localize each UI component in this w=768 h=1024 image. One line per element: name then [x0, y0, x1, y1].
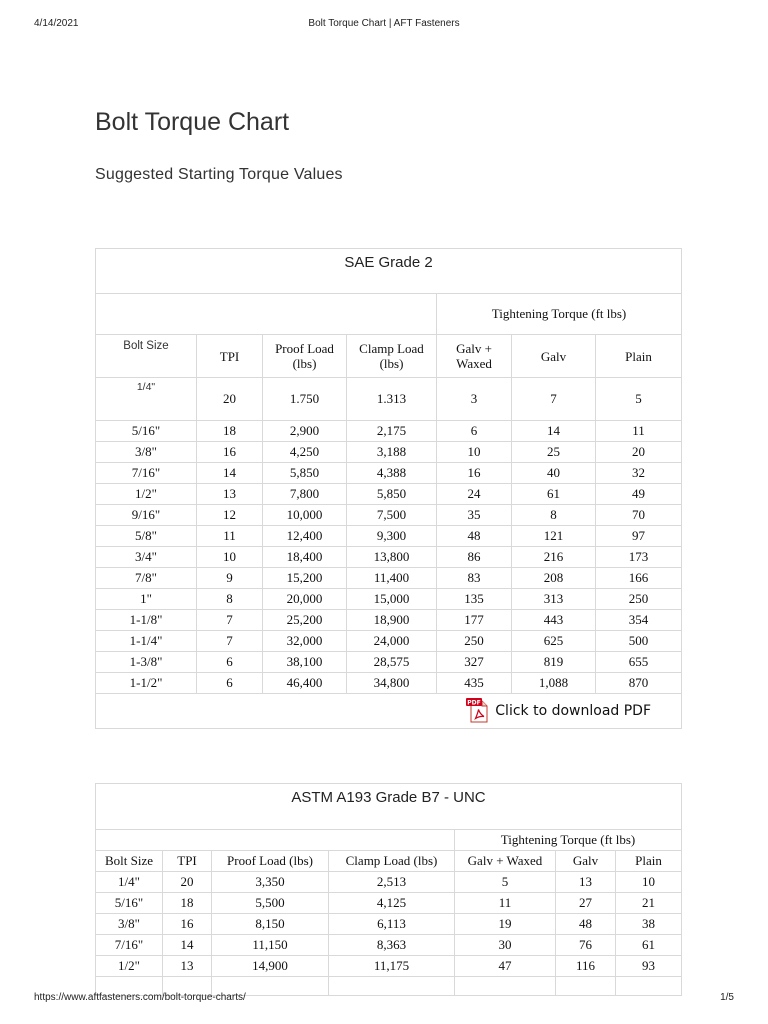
table-cell: 7,500 [347, 505, 437, 526]
table-cell: 7/16" [96, 463, 197, 484]
table-cell: 11,400 [347, 568, 437, 589]
table-cell: 4,125 [329, 893, 455, 914]
page-subtitle: Suggested Starting Torque Values [95, 166, 343, 183]
table-row [96, 872, 682, 893]
table-cell: 8,150 [212, 914, 329, 935]
table-cell: 48 [437, 526, 512, 547]
print-doc-title: Bolt Torque Chart | AFT Fasteners [308, 18, 460, 29]
table-body [96, 378, 682, 694]
table-row [96, 893, 682, 914]
table-cell: 20 [163, 872, 212, 893]
column-header: TPI [163, 851, 212, 872]
table-cell: 49 [596, 484, 682, 505]
astm-a193-b7-table [95, 783, 682, 996]
table-cell: 8 [512, 505, 596, 526]
table-cell: 32 [596, 463, 682, 484]
table-cell: 97 [596, 526, 682, 547]
table-cell: 2,175 [347, 421, 437, 442]
table-cell: 13,800 [347, 547, 437, 568]
table-cell: 5/16" [96, 421, 197, 442]
print-date: 4/14/2021 [34, 18, 79, 29]
table-cell: 10,000 [263, 505, 347, 526]
table-cell: 7 [197, 610, 263, 631]
table-cell: 5 [596, 378, 682, 421]
table-cell: 9,300 [347, 526, 437, 547]
table-cell: 20,000 [263, 589, 347, 610]
table-cell: 443 [512, 610, 596, 631]
table-cell: 13 [163, 956, 212, 977]
column-header: Plain [616, 851, 682, 872]
table-cell: 48 [556, 914, 616, 935]
table-cell: 12,400 [263, 526, 347, 547]
table-cell: 10 [616, 872, 682, 893]
table-cell: 24,000 [347, 631, 437, 652]
print-url: https://www.aftfasteners.com/bolt-torque-charts/ [34, 992, 246, 1003]
table-cell: 18,400 [263, 547, 347, 568]
table-cell: 18,900 [347, 610, 437, 631]
column-header: Galv [512, 335, 596, 378]
download-row [96, 694, 682, 729]
table-caption: ASTM A193 Grade B7 - UNC [96, 784, 682, 830]
table-cell: 1-3/8" [96, 652, 197, 673]
table-caption-row [96, 249, 682, 294]
table-row [96, 568, 682, 589]
download-pdf-label[interactable]: Click to download PDF [495, 703, 652, 719]
table-cell: 30 [455, 935, 556, 956]
table-cell: 16 [163, 914, 212, 935]
column-header: Plain [596, 335, 682, 378]
table-cell: 11 [197, 526, 263, 547]
table-cell: 5/8" [96, 526, 197, 547]
table-cell: 20 [197, 378, 263, 421]
table-cell: 14 [512, 421, 596, 442]
table-row [96, 505, 682, 526]
table-cell: 35 [437, 505, 512, 526]
table-cell: 1-1/8" [96, 610, 197, 631]
table-row [96, 610, 682, 631]
table-cell: 76 [556, 935, 616, 956]
table-cell: 19 [455, 914, 556, 935]
table-cell: 27 [556, 893, 616, 914]
print-page-number: 1/5 [720, 992, 734, 1003]
column-header: Proof Load (lbs) [212, 851, 329, 872]
table-cell: 83 [437, 568, 512, 589]
table-cell: 11,175 [329, 956, 455, 977]
table-cell: 1.313 [347, 378, 437, 421]
table-row [96, 463, 682, 484]
table-cell: 625 [512, 631, 596, 652]
table-cell: 9 [197, 568, 263, 589]
column-header: Clamp Load (lbs) [329, 851, 455, 872]
table-cell: 8 [197, 589, 263, 610]
table-cell: 3/4" [96, 547, 197, 568]
table-cell: 250 [437, 631, 512, 652]
column-header: TPI [197, 335, 263, 378]
table-cell: 9/16" [96, 505, 197, 526]
table-cell: 93 [616, 956, 682, 977]
pdf-badge-text: PDF [467, 699, 482, 707]
table-cell: 819 [512, 652, 596, 673]
table-cell: 25,200 [263, 610, 347, 631]
table-cell: 135 [437, 589, 512, 610]
table-cell: 177 [437, 610, 512, 631]
table-cell: 12 [197, 505, 263, 526]
table-cell: 10 [437, 442, 512, 463]
table-cell: 2,513 [329, 872, 455, 893]
column-header: Galv + Waxed [455, 851, 556, 872]
page-title: Bolt Torque Chart [95, 108, 290, 136]
pdf-file-icon [466, 698, 490, 724]
table-cell: 20 [596, 442, 682, 463]
table-cell: 5,850 [263, 463, 347, 484]
table-cell: 86 [437, 547, 512, 568]
empty-cell [616, 977, 682, 996]
table-cell: 8,363 [329, 935, 455, 956]
table-cell: 3,188 [347, 442, 437, 463]
table-row [96, 914, 682, 935]
table-cell: 1-1/4" [96, 631, 197, 652]
table-cell: 1/4" [96, 872, 163, 893]
table-cell: 6 [197, 673, 263, 694]
table-cell: 11 [455, 893, 556, 914]
column-header-row [96, 335, 682, 378]
table-cell: 34,800 [347, 673, 437, 694]
table-cell: 7 [197, 631, 263, 652]
tightening-torque-header: Tightening Torque (ft lbs) [437, 294, 682, 335]
column-header: Bolt Size [96, 335, 197, 378]
table-cell: 18 [197, 421, 263, 442]
table-cell: 28,575 [347, 652, 437, 673]
table-cell: 25 [512, 442, 596, 463]
table-cell: 208 [512, 568, 596, 589]
table-cell: 16 [437, 463, 512, 484]
table-cell: 1/2" [96, 484, 197, 505]
table-cell: 5,850 [347, 484, 437, 505]
group-header-row [96, 830, 682, 851]
table-row [96, 484, 682, 505]
table-cell: 7/8" [96, 568, 197, 589]
column-header-row [96, 851, 682, 872]
table-cell: 18 [163, 893, 212, 914]
table-cell: 1/2" [96, 956, 163, 977]
table-cell: 61 [616, 935, 682, 956]
table-cell: 500 [596, 631, 682, 652]
table-cell: 10 [197, 547, 263, 568]
table-cell: 166 [596, 568, 682, 589]
table-cell: 7/16" [96, 935, 163, 956]
table-row [96, 442, 682, 463]
table-cell: 435 [437, 673, 512, 694]
table-cell: 21 [616, 893, 682, 914]
blank-cell [96, 294, 437, 335]
table-cell: 32,000 [263, 631, 347, 652]
column-header: Galv + Waxed [437, 335, 512, 378]
table-cell: 15,000 [347, 589, 437, 610]
table-cell: 14 [163, 935, 212, 956]
table-cell: 3 [437, 378, 512, 421]
table-cell: 655 [596, 652, 682, 673]
empty-cell [556, 977, 616, 996]
table-cell: 40 [512, 463, 596, 484]
table-body [96, 872, 682, 977]
table-row [96, 421, 682, 442]
table-caption-row [96, 784, 682, 830]
column-header: Galv [556, 851, 616, 872]
table-cell: 5,500 [212, 893, 329, 914]
empty-cell [329, 977, 455, 996]
table-cell: 1.750 [263, 378, 347, 421]
table-cell: 121 [512, 526, 596, 547]
table-cell: 46,400 [263, 673, 347, 694]
download-pdf-link[interactable] [466, 698, 651, 724]
table-cell: 70 [596, 505, 682, 526]
table-cell: 1-1/2" [96, 673, 197, 694]
table-cell: 1" [96, 589, 197, 610]
table-cell: 13 [556, 872, 616, 893]
table-cell: 38,100 [263, 652, 347, 673]
table-cell: 1/4" [96, 378, 197, 421]
table-cell: 3,350 [212, 872, 329, 893]
column-header: Clamp Load (lbs) [347, 335, 437, 378]
column-header: Bolt Size [96, 851, 163, 872]
table-row [96, 547, 682, 568]
table-cell: 61 [512, 484, 596, 505]
table-cell: 7,800 [263, 484, 347, 505]
table-row [96, 652, 682, 673]
table-cell: 4,388 [347, 463, 437, 484]
sae-grade-2-table [95, 248, 682, 729]
table-cell: 6,113 [329, 914, 455, 935]
table-cell: 250 [596, 589, 682, 610]
table-cell: 173 [596, 547, 682, 568]
table-cell: 13 [197, 484, 263, 505]
table-row [96, 673, 682, 694]
table-cell: 2,900 [263, 421, 347, 442]
blank-cell [96, 830, 455, 851]
column-header: Proof Load (lbs) [263, 335, 347, 378]
table-cell: 47 [455, 956, 556, 977]
table-cell: 15,200 [263, 568, 347, 589]
table-cell: 16 [197, 442, 263, 463]
table-cell: 38 [616, 914, 682, 935]
table-cell: 327 [437, 652, 512, 673]
table-cell: 5 [455, 872, 556, 893]
table-row [96, 631, 682, 652]
tightening-torque-header: Tightening Torque (ft lbs) [455, 830, 682, 851]
table-cell: 6 [197, 652, 263, 673]
table-cell: 11,150 [212, 935, 329, 956]
table-caption: SAE Grade 2 [96, 249, 682, 294]
table-cell: 216 [512, 547, 596, 568]
table-cell: 116 [556, 956, 616, 977]
table-cell: 5/16" [96, 893, 163, 914]
empty-cell [455, 977, 556, 996]
table-cell: 4,250 [263, 442, 347, 463]
table-cell: 6 [437, 421, 512, 442]
download-cell [96, 694, 682, 729]
table-cell: 3/8" [96, 442, 197, 463]
table-cell: 870 [596, 673, 682, 694]
table-cell: 3/8" [96, 914, 163, 935]
table-row [96, 378, 682, 421]
table-cell: 11 [596, 421, 682, 442]
table-row [96, 935, 682, 956]
table-cell: 14 [197, 463, 263, 484]
table-cell: 14,900 [212, 956, 329, 977]
table-row [96, 526, 682, 547]
table-row [96, 589, 682, 610]
table-cell: 354 [596, 610, 682, 631]
table-cell: 7 [512, 378, 596, 421]
table-cell: 24 [437, 484, 512, 505]
table-cell: 1,088 [512, 673, 596, 694]
table-row [96, 956, 682, 977]
group-header-row [96, 294, 682, 335]
table-cell: 313 [512, 589, 596, 610]
